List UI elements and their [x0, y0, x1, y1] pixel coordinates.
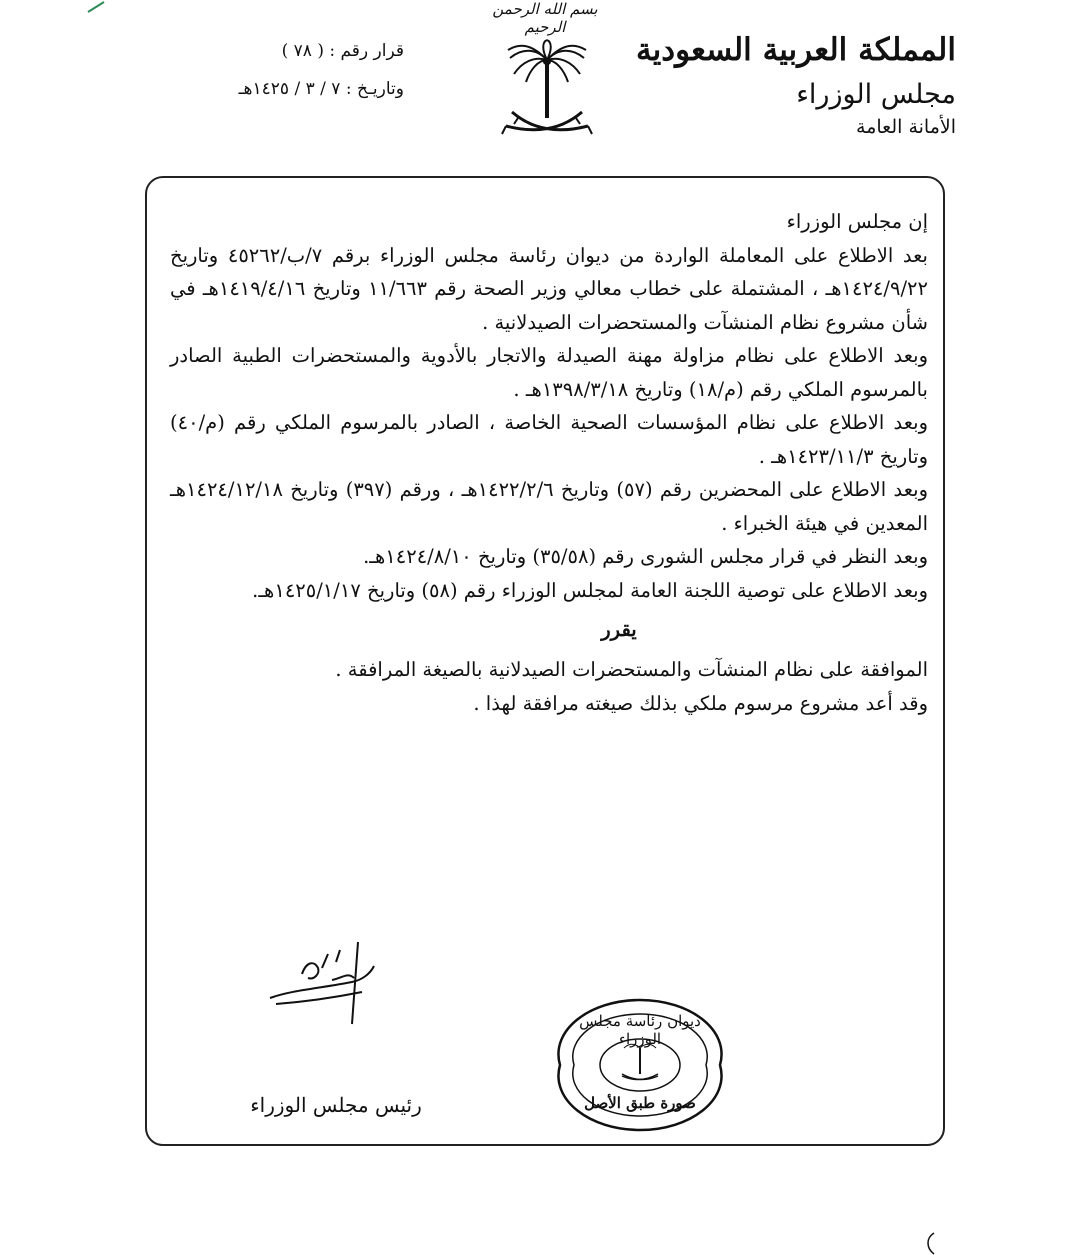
recital-paragraph: وبعد الاطلاع على نظام مزاولة مهنة الصيدلة والاتجار بالأدوية والمستحضرات الطبية الصادر بالمرسوم الملكي رقم (م/١٨) وتاريخ ١٣٩٨/٣/١٨هـ . — [170, 344, 928, 401]
council-title: مجلس الوزراء — [796, 79, 956, 110]
decision-date: وتاريـخ : ٧ / ٣ / ١٤٢٥هـ — [238, 79, 404, 99]
recital-paragraph: وبعد الاطلاع على المحضرين رقم (٥٧) وتاريخ ١٤٢٢/٢/٦هـ ، ورقم (٣٩٧) وتاريخ ١٤٢٤/١٢/١٨هـ المعدين في هيئة الخبراء . — [170, 478, 928, 535]
decision-number: قرار رقم : ( ٧٨ ) — [281, 41, 404, 61]
decision-statement: الموافقة على نظام المنشآت والمستحضرات الصيدلانية بالصيغة المرافقة . — [335, 658, 928, 681]
seal-top-text: ديوان رئاسة مجلس الوزراء — [579, 1012, 701, 1048]
corner-mark-icon — [86, 0, 106, 14]
recital-paragraph: وبعد الاطلاع على نظام المؤسسات الصحية الخاصة ، الصادر بالمرسوم الملكي رقم (م/٤٠) وتاريخ ١٤٢٣/١١/٣هـ . — [170, 411, 928, 468]
closing-statement: وقد أعد مشروع مرسوم ملكي بذلك صيغته مرافقة لهذا . — [473, 691, 928, 715]
seal-bottom-text: صورة طبق الأصل — [584, 1094, 696, 1112]
palm-and-swords-emblem-icon — [492, 38, 602, 150]
kingdom-title: المملكة العربية السعودية — [636, 32, 956, 68]
decision-body — [170, 205, 928, 720]
letterhead-right — [636, 30, 956, 140]
secretariat-title: الأمانة العامة — [856, 116, 956, 138]
page-mark-icon — [922, 1232, 938, 1255]
handwritten-signature-icon — [262, 938, 402, 1028]
decision-reference — [168, 32, 404, 108]
opening-line: إن مجلس الوزراء — [786, 210, 928, 233]
recital-paragraph: وبعد الاطلاع على توصية اللجنة العامة لمجلس الوزراء رقم (٥٨) وتاريخ ١٤٢٥/١/١٧هـ. — [252, 578, 928, 602]
prime-minister-title: رئيس مجلس الوزراء — [250, 1093, 422, 1117]
recital-paragraph: بعد الاطلاع على المعاملة الواردة من ديوان رئاسة مجلس الوزراء برقم ٧/ب/٤٥٢٦٢ وتاريخ ١٤٢٤/٩/٢٢هـ ، المشتملة على خطاب معالي وزير الصحة رقم ١١/٦٦٣ وتاريخ ١٤١٩/٤/١٦هـ في شأن مشروع نظام المنشآت والمستحضرات الصيدلانية . — [170, 243, 928, 334]
resolve-heading: يقرر — [601, 618, 637, 641]
basmala: بسم الله الرحمن الرحيم — [492, 0, 598, 36]
recital-paragraph: وبعد النظر في قرار مجلس الشورى رقم (٣٥/٥٨) وتاريخ ١٤٢٤/٨/١٠هـ. — [363, 545, 928, 568]
